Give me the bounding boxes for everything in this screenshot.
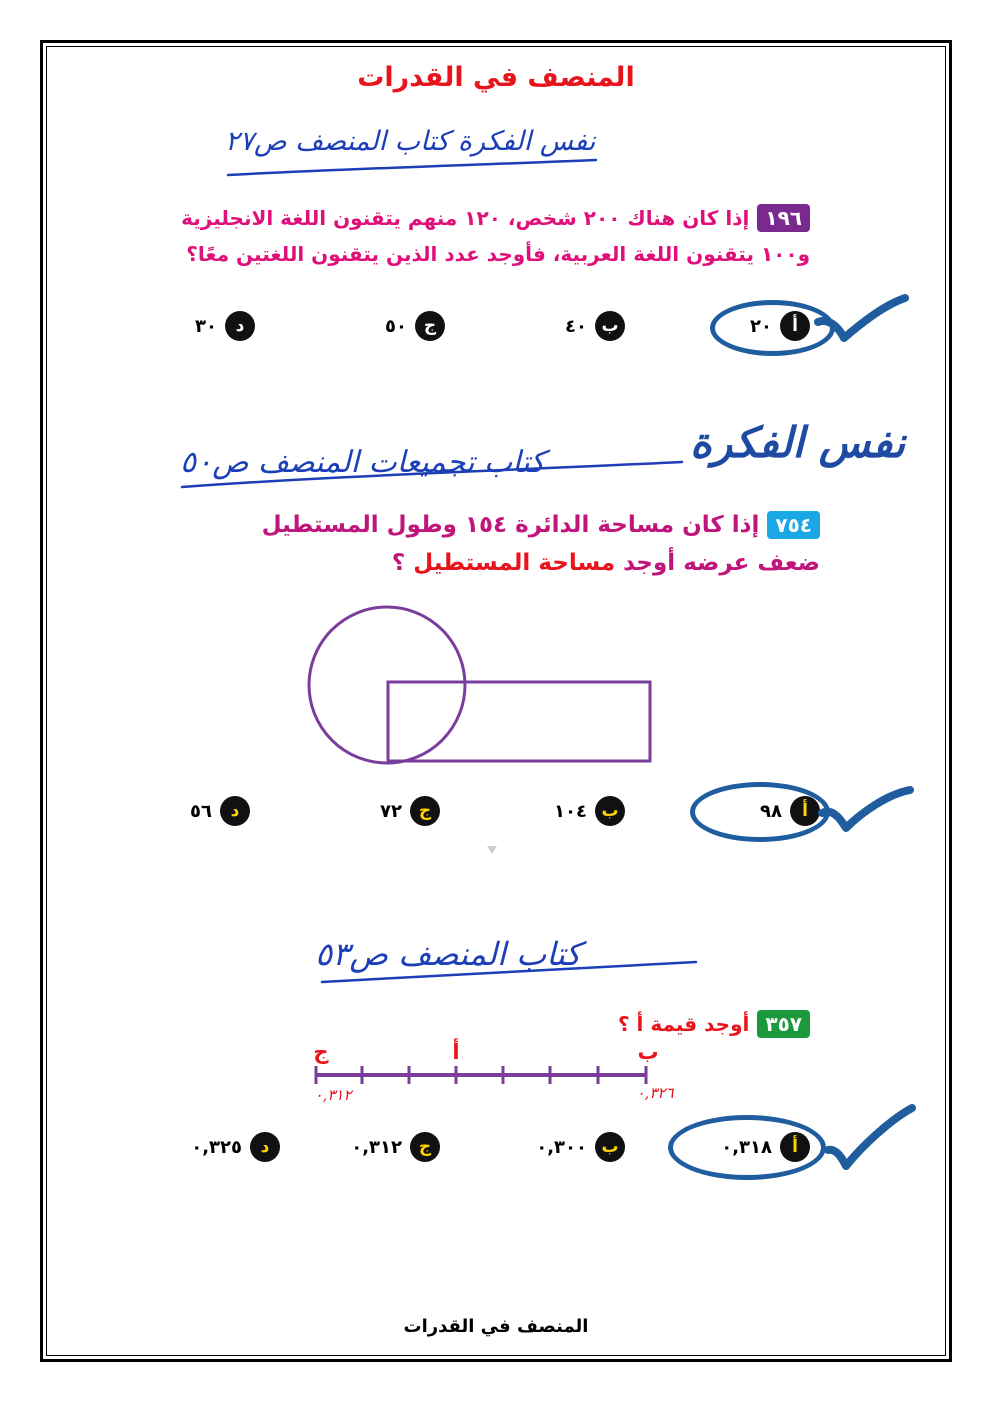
question-196 [150,200,810,272]
option-c[interactable] [320,1131,440,1163]
option-value: ٠,٣١٢ [351,1136,402,1158]
question-text-highlight: مساحة المستطيل [413,550,616,576]
option-value: ٥٠ [385,315,407,337]
option-letter-badge: د [220,796,250,826]
option-value: ٩٨ [760,800,782,822]
option-letter-badge: ج [410,1132,440,1162]
option-value: ٧٢ [380,800,402,822]
option-value: ٤٠ [565,315,587,337]
option-letter-badge: ج [415,311,445,341]
option-letter-badge: ب [595,796,625,826]
option-b[interactable] [505,1131,625,1163]
number-line-label-left: ج [313,1040,329,1064]
answer-circle [690,782,830,842]
option-value: ٣٠ [195,315,217,337]
handwritten-note-3: كتاب المنصف ص٥٣ [315,935,581,973]
question-number-badge: ٧٥٤ [767,511,820,539]
page-footer: المنصف في القدرات [403,1316,589,1337]
option-b[interactable] [510,795,625,827]
question-text: إذا كان هناك ٢٠٠ شخص، ١٢٠ منهم يتقنون اللغة الانجليزية و١٠٠ يتقنون اللغة العربية، فأوجد عدد الذين يتقنون اللغتين معًا؟ [181,206,810,266]
option-value: ٠,٣١٨ [721,1136,772,1158]
option-letter-badge: د [250,1132,280,1162]
question-number-badge: ١٩٦ [757,204,810,232]
option-d[interactable] [160,310,255,342]
number-line-value-right: ٠,٣٢٦ [636,1084,674,1102]
question-357 [520,1006,810,1042]
option-value: ٠,٣٢٥ [191,1136,242,1158]
option-letter-badge: ب [595,311,625,341]
option-letter-badge: د [225,311,255,341]
option-letter-badge: ج [410,796,440,826]
option-value: ١٠٤ [554,800,587,822]
question-text-line1: إذا كان مساحة الدائرة ١٥٤ وطول المستطيل [261,512,760,538]
answer-circle [668,1115,826,1180]
option-value: ٥٦ [190,800,212,822]
option-value: ٠,٣٠٠ [536,1136,587,1158]
option-letter-badge: أ [790,796,820,826]
option-value: ٢٠ [750,315,772,337]
option-letter-badge: أ [780,311,810,341]
number-line-value-left: ٠,٣١٢ [314,1086,352,1104]
option-letter-badge: أ [780,1132,810,1162]
question-text-line2: ضعف عرضه أوجد [623,550,820,576]
option-c[interactable] [335,795,440,827]
handwritten-note-1: نفس الفكرة كتاب المنصف ص٢٧ [225,126,596,157]
number-line-label-right: ب [637,1040,659,1064]
option-letter-badge: ب [595,1132,625,1162]
handwritten-note-2: كتاب تجميعات المنصف ص٥٠ [180,445,545,480]
number-line-label-middle: أ [452,1040,460,1064]
option-d[interactable] [160,1131,280,1163]
question-mark: ؟ [391,550,406,576]
page-title: المنصف في القدرات [357,62,635,93]
question-754 [190,506,820,582]
option-d[interactable] [150,795,250,827]
option-b[interactable] [530,310,625,342]
question-number-badge: ٣٥٧ [757,1010,810,1038]
answer-circle [710,300,835,356]
question-text: أوجد قيمة أ ؟ [617,1012,750,1036]
handwritten-note-2-bold: نفس الفكرة [690,418,906,467]
option-c[interactable] [350,310,445,342]
